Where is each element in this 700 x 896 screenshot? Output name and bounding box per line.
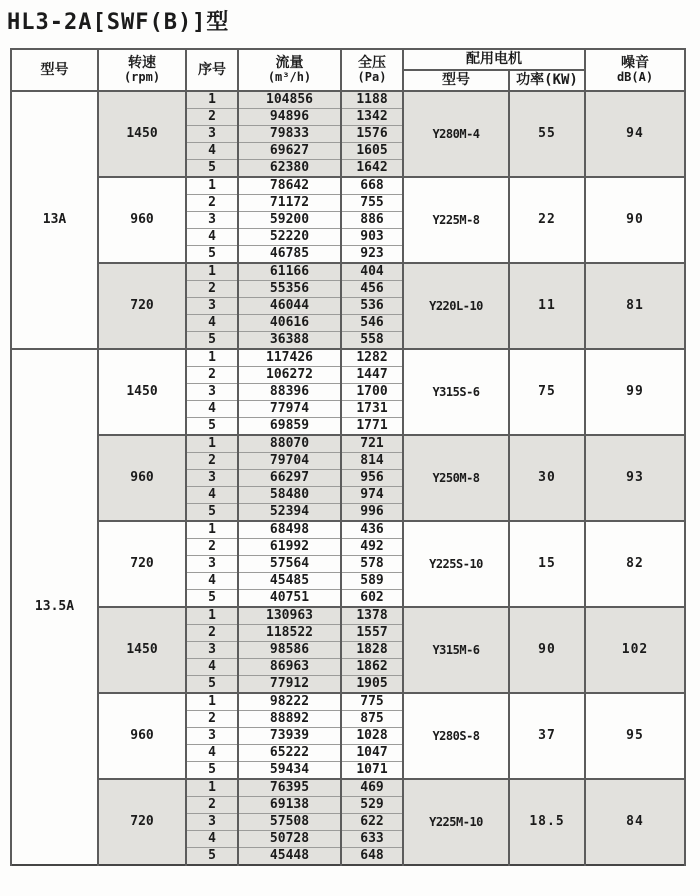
flow-cell: 45448 (238, 848, 341, 866)
flow-cell: 76395 (238, 779, 341, 797)
pressure-cell: 1557 (341, 625, 403, 642)
index-cell: 2 (186, 625, 238, 642)
noise-cell: 84 (585, 779, 685, 865)
index-cell: 4 (186, 659, 238, 676)
motor-model-cell: Y280S-8 (403, 693, 509, 779)
motor-model-cell: Y280M-4 (403, 91, 509, 177)
pressure-cell: 633 (341, 831, 403, 848)
index-cell: 1 (186, 779, 238, 797)
flow-cell: 65222 (238, 745, 341, 762)
header-pressure (341, 49, 403, 91)
index-cell: 3 (186, 212, 238, 229)
header-pressure-unit: (Pa) (357, 70, 387, 85)
flow-cell: 130963 (238, 607, 341, 625)
pressure-cell: 886 (341, 212, 403, 229)
flow-cell: 69138 (238, 797, 341, 814)
flow-cell: 88070 (238, 435, 341, 453)
index-cell: 3 (186, 814, 238, 831)
index-cell: 5 (186, 332, 238, 350)
rpm-cell: 720 (98, 779, 186, 865)
pressure-cell: 589 (341, 573, 403, 590)
index-cell: 2 (186, 109, 238, 126)
pressure-cell: 1576 (341, 126, 403, 143)
motor-power-cell: 37 (509, 693, 585, 779)
motor-power-cell: 15 (509, 521, 585, 607)
header-pressure-label: 全压 (358, 55, 386, 72)
flow-cell: 45485 (238, 573, 341, 590)
motor-model-cell: Y315M-6 (403, 607, 509, 693)
spec-table-body (11, 91, 685, 865)
table-row (11, 693, 685, 711)
motor-power-cell: 90 (509, 607, 585, 693)
pressure-cell: 1071 (341, 762, 403, 780)
pressure-cell: 648 (341, 848, 403, 866)
flow-cell: 36388 (238, 332, 341, 350)
flow-cell: 68498 (238, 521, 341, 539)
pressure-cell: 721 (341, 435, 403, 453)
flow-cell: 98586 (238, 642, 341, 659)
table-row (11, 607, 685, 625)
index-cell: 5 (186, 676, 238, 694)
pressure-cell: 602 (341, 590, 403, 608)
pressure-cell: 1905 (341, 676, 403, 694)
index-cell: 5 (186, 590, 238, 608)
pressure-cell: 1771 (341, 418, 403, 436)
flow-cell: 55356 (238, 281, 341, 298)
index-cell: 2 (186, 281, 238, 298)
flow-cell: 86963 (238, 659, 341, 676)
header-motor-power: 功率(KW) (509, 70, 585, 91)
index-cell: 1 (186, 91, 238, 109)
pressure-cell: 578 (341, 556, 403, 573)
table-row (11, 91, 685, 109)
pressure-cell: 1828 (341, 642, 403, 659)
motor-model-cell: Y225M-10 (403, 779, 509, 865)
flow-cell: 46044 (238, 298, 341, 315)
flow-cell: 88396 (238, 384, 341, 401)
index-cell: 5 (186, 762, 238, 780)
pressure-cell: 903 (341, 229, 403, 246)
flow-cell: 62380 (238, 160, 341, 178)
pressure-cell: 558 (341, 332, 403, 350)
rpm-cell: 960 (98, 435, 186, 521)
spec-table-header (11, 49, 685, 91)
motor-model-cell: Y225M-8 (403, 177, 509, 263)
spec-table (10, 48, 686, 866)
index-cell: 3 (186, 728, 238, 745)
pressure-cell: 469 (341, 779, 403, 797)
flow-cell: 57508 (238, 814, 341, 831)
index-cell: 1 (186, 607, 238, 625)
noise-cell: 94 (585, 91, 685, 177)
rpm-cell: 720 (98, 263, 186, 349)
table-row (11, 435, 685, 453)
index-cell: 3 (186, 470, 238, 487)
pressure-cell: 1862 (341, 659, 403, 676)
pressure-cell: 974 (341, 487, 403, 504)
table-row (11, 779, 685, 797)
pressure-cell: 668 (341, 177, 403, 195)
pressure-cell: 1447 (341, 367, 403, 384)
header-speed-unit: (rpm) (123, 70, 161, 85)
flow-cell: 40616 (238, 315, 341, 332)
header-flow-unit: (m³/h) (267, 70, 312, 85)
header-flow (238, 49, 341, 91)
flow-cell: 66297 (238, 470, 341, 487)
pressure-cell: 436 (341, 521, 403, 539)
pressure-cell: 546 (341, 315, 403, 332)
flow-cell: 77912 (238, 676, 341, 694)
flow-cell: 46785 (238, 246, 341, 264)
header-speed (98, 49, 186, 91)
pressure-cell: 1047 (341, 745, 403, 762)
index-cell: 4 (186, 573, 238, 590)
table-row (11, 263, 685, 281)
flow-cell: 61166 (238, 263, 341, 281)
pressure-cell: 1642 (341, 160, 403, 178)
header-noise-label: 噪音 (621, 55, 649, 72)
flow-cell: 58480 (238, 487, 341, 504)
rpm-cell: 1450 (98, 349, 186, 435)
noise-cell: 99 (585, 349, 685, 435)
index-cell: 4 (186, 831, 238, 848)
pressure-cell: 775 (341, 693, 403, 711)
motor-power-cell: 30 (509, 435, 585, 521)
index-cell: 3 (186, 642, 238, 659)
pressure-cell: 1700 (341, 384, 403, 401)
index-cell: 4 (186, 315, 238, 332)
pressure-cell: 622 (341, 814, 403, 831)
index-cell: 4 (186, 229, 238, 246)
index-cell: 2 (186, 711, 238, 728)
flow-cell: 40751 (238, 590, 341, 608)
index-cell: 1 (186, 177, 238, 195)
index-cell: 1 (186, 521, 238, 539)
noise-cell: 90 (585, 177, 685, 263)
index-cell: 1 (186, 349, 238, 367)
index-cell: 1 (186, 435, 238, 453)
pressure-cell: 1188 (341, 91, 403, 109)
header-motor-group: 配用电机 (403, 49, 585, 70)
index-cell: 4 (186, 401, 238, 418)
pressure-cell: 536 (341, 298, 403, 315)
flow-cell: 59434 (238, 762, 341, 780)
noise-cell: 81 (585, 263, 685, 349)
header-row-1 (11, 49, 685, 70)
model-cell: 13.5A (11, 349, 98, 865)
noise-cell: 93 (585, 435, 685, 521)
flow-cell: 59200 (238, 212, 341, 229)
header-flow-label: 流量 (275, 55, 304, 72)
flow-cell: 117426 (238, 349, 341, 367)
rpm-cell: 960 (98, 693, 186, 779)
pressure-cell: 1731 (341, 401, 403, 418)
pressure-cell: 1605 (341, 143, 403, 160)
pressure-cell: 814 (341, 453, 403, 470)
header-speed-label: 转速 (128, 55, 156, 72)
index-cell: 3 (186, 126, 238, 143)
flow-cell: 79833 (238, 126, 341, 143)
pressure-cell: 956 (341, 470, 403, 487)
index-cell: 1 (186, 693, 238, 711)
motor-model-cell: Y220L-10 (403, 263, 509, 349)
pressure-cell: 529 (341, 797, 403, 814)
rpm-cell: 1450 (98, 91, 186, 177)
flow-cell: 79704 (238, 453, 341, 470)
index-cell: 3 (186, 384, 238, 401)
flow-cell: 61992 (238, 539, 341, 556)
flow-cell: 50728 (238, 831, 341, 848)
flow-cell: 69859 (238, 418, 341, 436)
index-cell: 5 (186, 418, 238, 436)
index-cell: 2 (186, 797, 238, 814)
noise-cell: 82 (585, 521, 685, 607)
flow-cell: 104856 (238, 91, 341, 109)
flow-cell: 106272 (238, 367, 341, 384)
pressure-cell: 996 (341, 504, 403, 522)
header-model: 型号 (11, 49, 98, 91)
flow-cell: 118522 (238, 625, 341, 642)
index-cell: 5 (186, 160, 238, 178)
header-noise-unit: dB(A) (616, 70, 654, 85)
model-cell: 13A (11, 91, 98, 349)
flow-cell: 94896 (238, 109, 341, 126)
table-row (11, 521, 685, 539)
index-cell: 3 (186, 556, 238, 573)
flow-cell: 52220 (238, 229, 341, 246)
pressure-cell: 923 (341, 246, 403, 264)
flow-cell: 77974 (238, 401, 341, 418)
pressure-cell: 456 (341, 281, 403, 298)
flow-cell: 52394 (238, 504, 341, 522)
rpm-cell: 1450 (98, 607, 186, 693)
page-title: HL3-2A[SWF(B)]型 (7, 10, 230, 35)
motor-model-cell: Y315S-6 (403, 349, 509, 435)
table-row (11, 177, 685, 195)
pressure-cell: 1282 (341, 349, 403, 367)
motor-model-cell: Y250M-8 (403, 435, 509, 521)
index-cell: 5 (186, 504, 238, 522)
pressure-cell: 492 (341, 539, 403, 556)
index-cell: 5 (186, 848, 238, 866)
index-cell: 2 (186, 367, 238, 384)
index-cell: 2 (186, 453, 238, 470)
pressure-cell: 875 (341, 711, 403, 728)
table-row (11, 349, 685, 367)
motor-model-cell: Y225S-10 (403, 521, 509, 607)
header-index: 序号 (186, 49, 238, 91)
pressure-cell: 755 (341, 195, 403, 212)
motor-power-cell: 22 (509, 177, 585, 263)
flow-cell: 78642 (238, 177, 341, 195)
flow-cell: 57564 (238, 556, 341, 573)
rpm-cell: 720 (98, 521, 186, 607)
index-cell: 2 (186, 539, 238, 556)
header-noise (585, 49, 685, 91)
pressure-cell: 404 (341, 263, 403, 281)
pressure-cell: 1378 (341, 607, 403, 625)
noise-cell: 95 (585, 693, 685, 779)
motor-power-cell: 75 (509, 349, 585, 435)
flow-cell: 71172 (238, 195, 341, 212)
index-cell: 4 (186, 745, 238, 762)
noise-cell: 102 (585, 607, 685, 693)
rpm-cell: 960 (98, 177, 186, 263)
motor-power-cell: 18.5 (509, 779, 585, 865)
index-cell: 5 (186, 246, 238, 264)
flow-cell: 69627 (238, 143, 341, 160)
index-cell: 4 (186, 143, 238, 160)
motor-power-cell: 55 (509, 91, 585, 177)
motor-power-cell: 11 (509, 263, 585, 349)
flow-cell: 88892 (238, 711, 341, 728)
pressure-cell: 1342 (341, 109, 403, 126)
flow-cell: 73939 (238, 728, 341, 745)
index-cell: 3 (186, 298, 238, 315)
header-motor-model: 型号 (403, 70, 509, 91)
flow-cell: 98222 (238, 693, 341, 711)
index-cell: 1 (186, 263, 238, 281)
index-cell: 4 (186, 487, 238, 504)
pressure-cell: 1028 (341, 728, 403, 745)
index-cell: 2 (186, 195, 238, 212)
